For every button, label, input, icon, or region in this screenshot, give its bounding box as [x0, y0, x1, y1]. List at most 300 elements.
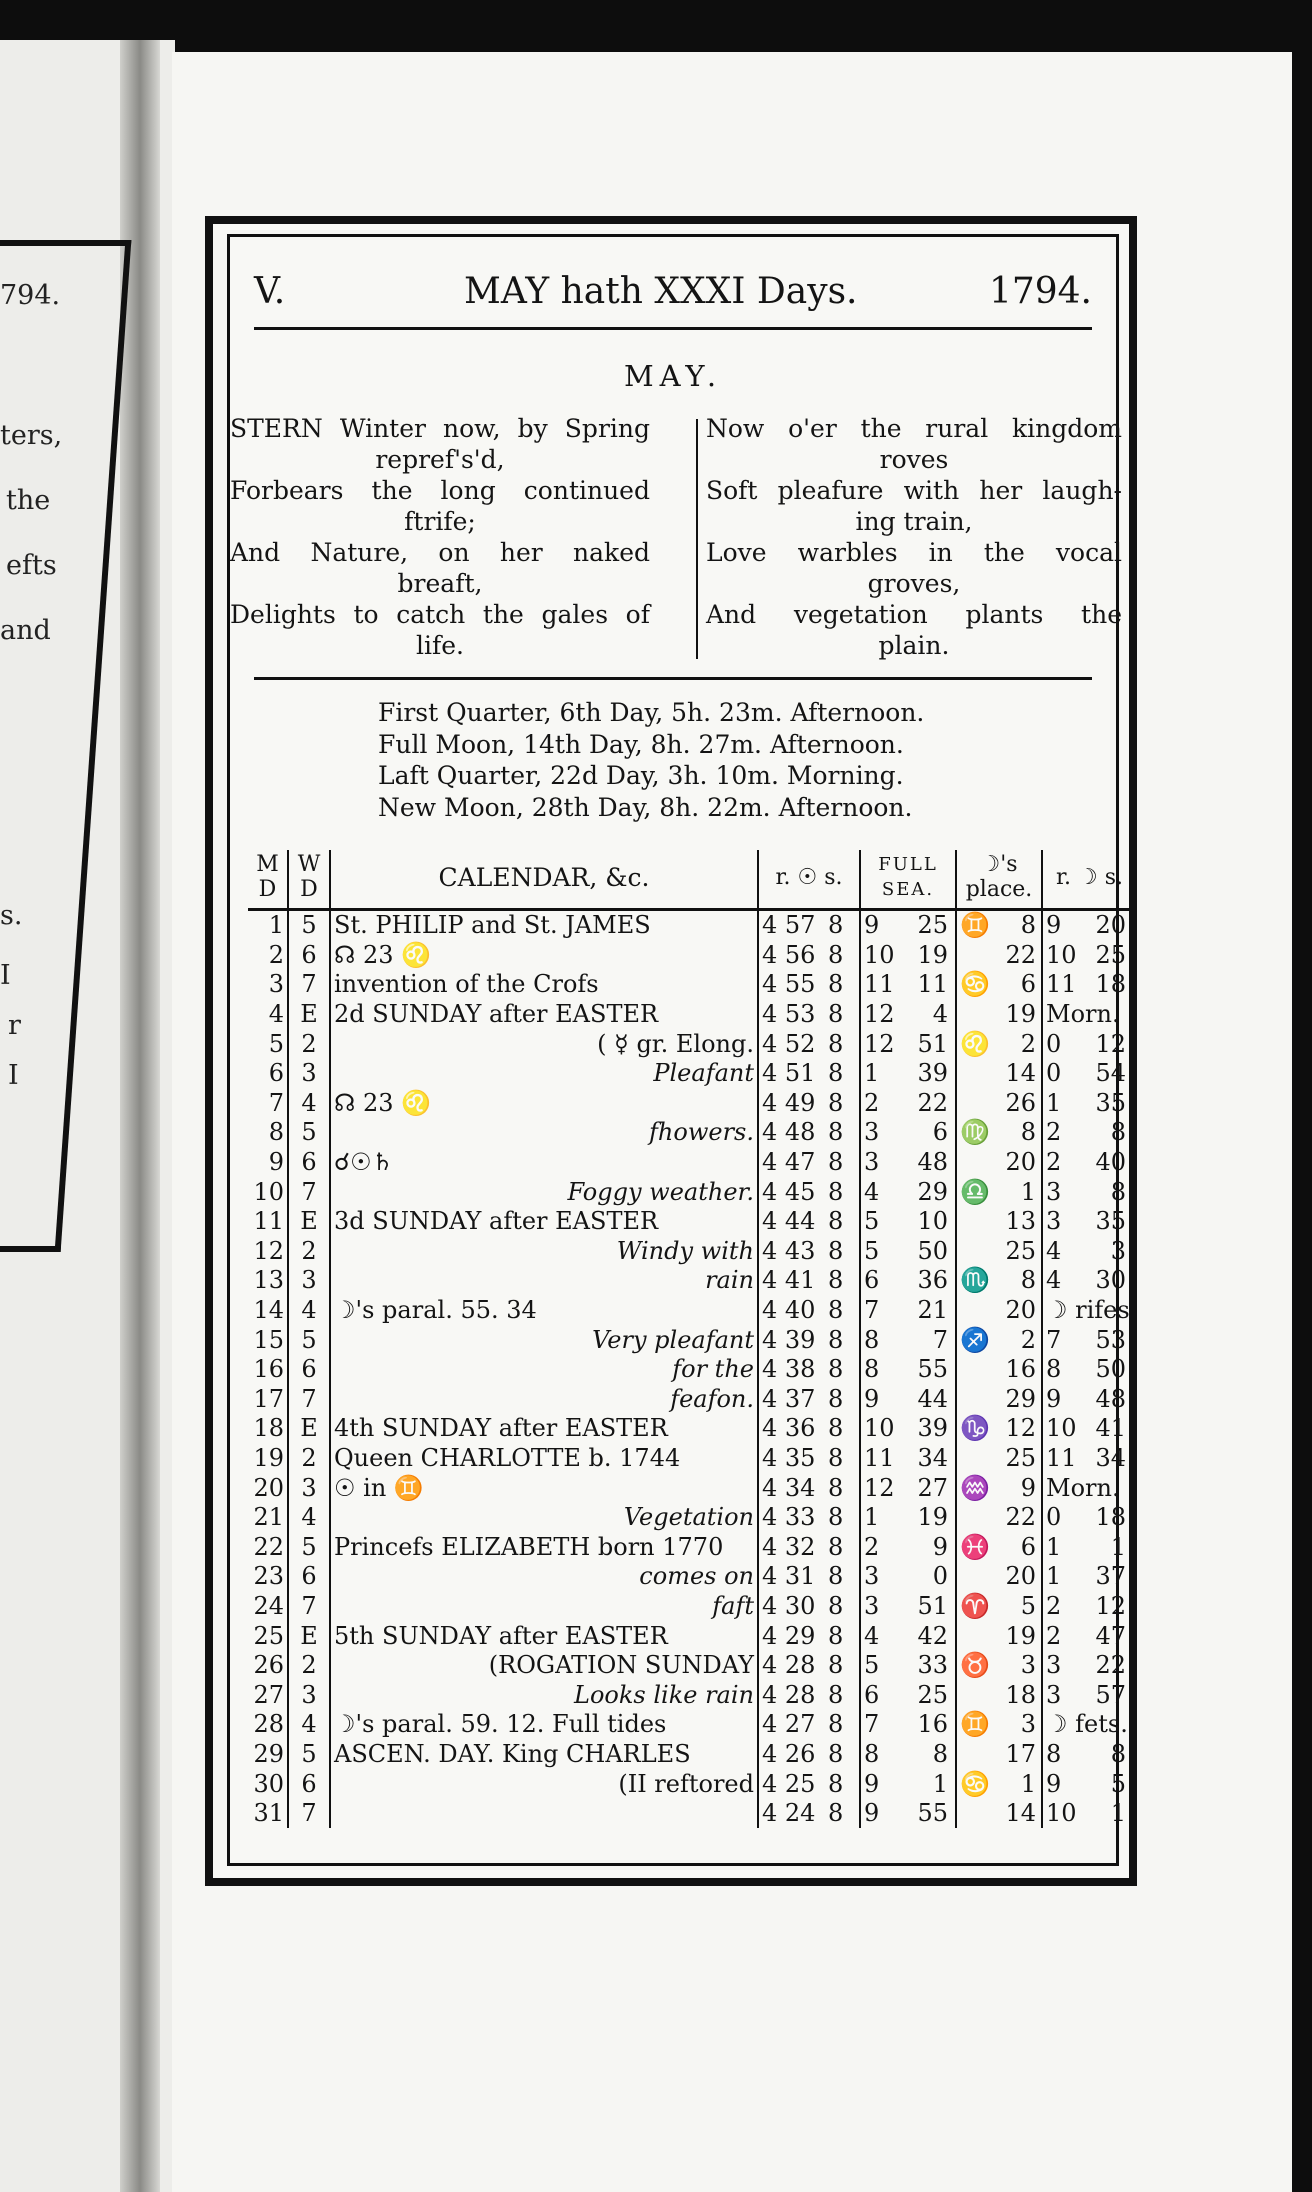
sun-rise-set — [758, 1296, 860, 1326]
moon-minute: 5 — [1110, 1769, 1126, 1798]
week-day: 4 — [288, 1710, 330, 1740]
calendar-entry: 5th SUNDAY after EASTER — [330, 1621, 758, 1651]
full-sea-minute: 8 — [932, 1739, 948, 1768]
sun-set: 8 — [828, 1562, 844, 1591]
table-row — [248, 1621, 1136, 1651]
week-day: 6 — [288, 1769, 330, 1799]
moon-hour: 11 — [1046, 1443, 1077, 1472]
full-sea — [860, 1444, 956, 1474]
poem-line: Now o'er the rural kingdom — [706, 414, 1122, 443]
poem-line: repref's'd, — [375, 445, 505, 474]
sun-rise-set — [758, 1414, 860, 1444]
table-row — [248, 1799, 1136, 1829]
moon-place — [956, 1355, 1042, 1385]
full-sea-minute: 19 — [917, 1503, 948, 1532]
moon-degree: 20 — [1005, 1562, 1036, 1591]
previous-page — [0, 40, 175, 2192]
full-sea-hour: 8 — [864, 1739, 880, 1768]
full-sea-minute: 6 — [932, 1118, 948, 1147]
month-day: 5 — [268, 1029, 284, 1058]
moon-rise-set-text: ☽ fets. — [1046, 1710, 1128, 1739]
previous-page-frame — [0, 240, 131, 1252]
moon-sign: ♋ — [960, 970, 990, 999]
moon-place — [956, 1414, 1042, 1444]
full-sea-minute: 55 — [917, 1799, 948, 1828]
sun-set: 8 — [828, 1591, 844, 1620]
sun-rise: 4 43 — [762, 1236, 816, 1265]
moon-place — [956, 1710, 1042, 1740]
full-sea-hour: 3 — [864, 1591, 880, 1620]
moon-minute: 18 — [1095, 1503, 1126, 1532]
sun-rise-set — [758, 1799, 860, 1829]
sun-rise: 4 28 — [762, 1680, 816, 1709]
sun-rise: 4 38 — [762, 1355, 816, 1384]
moon-minute: 8 — [1110, 1177, 1126, 1206]
week-day: 6 — [288, 1355, 330, 1385]
full-sea — [860, 1000, 956, 1030]
moon-degree: 1 — [1020, 1177, 1036, 1206]
moon-rise-set — [1042, 1592, 1136, 1622]
full-sea-minute: 29 — [917, 1177, 948, 1206]
month-day: 30 — [253, 1769, 284, 1798]
sun-rise-set — [758, 1562, 860, 1592]
moon-place — [956, 1651, 1042, 1681]
full-sea-hour: 7 — [864, 1710, 880, 1739]
full-sea — [860, 1473, 956, 1503]
sun-set: 8 — [828, 1384, 844, 1413]
calendar-entry: Windy with — [330, 1237, 758, 1267]
moon-degree: 25 — [1005, 1443, 1036, 1472]
table-row — [248, 1680, 1136, 1710]
poem-line: groves, — [867, 569, 961, 598]
moon-hour: 2 — [1046, 1591, 1062, 1620]
moon-sign: ♉ — [960, 1651, 990, 1680]
sun-set: 8 — [828, 1473, 844, 1502]
moon-sign: ♌ — [960, 1029, 990, 1058]
table-row — [248, 1385, 1136, 1415]
calendar-entry: Vegetation — [330, 1503, 758, 1533]
sun-set: 8 — [828, 1088, 844, 1117]
col-month-day: M D — [248, 850, 288, 910]
year: 1794. — [988, 271, 1092, 312]
calendar-entry: fhowers. — [330, 1118, 758, 1148]
full-sea-hour: 6 — [864, 1680, 880, 1709]
full-sea-minute: 7 — [932, 1325, 948, 1354]
sun-set: 8 — [828, 1000, 844, 1029]
full-sea-hour: 1 — [864, 1059, 880, 1088]
moon-rise-set — [1042, 1651, 1136, 1681]
sun-rise-set — [758, 1266, 860, 1296]
sun-rise: 4 52 — [762, 1029, 816, 1058]
week-day: 7 — [288, 1799, 330, 1829]
sun-rise-set — [758, 910, 860, 941]
sun-rise-set — [758, 1029, 860, 1059]
moon-degree: 2 — [1020, 1029, 1036, 1058]
full-sea-minute: 21 — [917, 1296, 948, 1325]
month-day: 6 — [268, 1059, 284, 1088]
sun-rise-set — [758, 970, 860, 1000]
moon-place — [956, 1089, 1042, 1119]
calendar-entry: 4th SUNDAY after EASTER — [330, 1414, 758, 1444]
sun-set: 8 — [828, 1177, 844, 1206]
moon-hour: 2 — [1046, 1621, 1062, 1650]
moon-hour: 8 — [1046, 1355, 1062, 1384]
moon-hour: 2 — [1046, 1148, 1062, 1177]
full-sea — [860, 1266, 956, 1296]
week-day: 5 — [288, 1118, 330, 1148]
moon-rise-set — [1042, 1503, 1136, 1533]
sun-rise-set — [758, 1473, 860, 1503]
sun-rise: 4 33 — [762, 1503, 816, 1532]
moon-degree: 20 — [1005, 1148, 1036, 1177]
table-row — [248, 1769, 1136, 1799]
calendar-entry: feafon. — [330, 1385, 758, 1415]
full-sea — [860, 910, 956, 941]
month-day: 10 — [253, 1177, 284, 1206]
col-moon-place: ☽'s place. — [956, 850, 1042, 910]
sun-rise: 4 48 — [762, 1118, 816, 1147]
moon-hour: 11 — [1046, 970, 1077, 999]
sun-set: 8 — [828, 1799, 844, 1828]
sun-rise: 4 39 — [762, 1325, 816, 1354]
week-day: 2 — [288, 1651, 330, 1681]
full-sea-hour: 5 — [864, 1236, 880, 1265]
sun-rise: 4 26 — [762, 1739, 816, 1768]
sun-rise: 4 28 — [762, 1651, 816, 1680]
moon-place — [956, 1385, 1042, 1415]
moon-sign: ♐ — [960, 1325, 990, 1354]
moon-minute: 22 — [1095, 1651, 1126, 1680]
calendar-entry: ☽'s paral. 55. 34 — [330, 1296, 758, 1326]
month-day: 3 — [268, 970, 284, 999]
calendar-entry: ☽'s paral. 59. 12. Full tides — [330, 1710, 758, 1740]
previous-page-text: I — [8, 1060, 19, 1091]
moon-rise-set — [1042, 1562, 1136, 1592]
month-day: 24 — [253, 1591, 284, 1620]
moon-place — [956, 1325, 1042, 1355]
moon-degree: 8 — [1020, 1266, 1036, 1295]
sun-rise: 4 35 — [762, 1443, 816, 1472]
moon-hour: 4 — [1046, 1236, 1062, 1265]
sun-rise: 4 44 — [762, 1207, 816, 1236]
month-day: 16 — [253, 1355, 284, 1384]
sun-rise: 4 51 — [762, 1059, 816, 1088]
table-row — [248, 1148, 1136, 1178]
moon-minute: 57 — [1095, 1680, 1126, 1709]
table-row — [248, 1740, 1136, 1770]
sun-rise-set — [758, 941, 860, 971]
table-row — [248, 1325, 1136, 1355]
calendar-entry: ☊ 23 ♌ — [330, 1089, 758, 1119]
moon-rise-set — [1042, 1296, 1136, 1326]
moon-rise-set — [1042, 1355, 1136, 1385]
moon-minute: 35 — [1095, 1207, 1126, 1236]
moon-rise-set — [1042, 1325, 1136, 1355]
table-row — [248, 1414, 1136, 1444]
full-sea-minute: 16 — [917, 1710, 948, 1739]
moon-rise-set — [1042, 1059, 1136, 1089]
moon-degree: 14 — [1005, 1799, 1036, 1828]
moon-sign: ♏ — [960, 1266, 990, 1295]
calendar-entry: 3d SUNDAY after EASTER — [330, 1207, 758, 1237]
week-day: E — [288, 1207, 330, 1237]
moon-hour: 0 — [1046, 1503, 1062, 1532]
table-row — [248, 941, 1136, 971]
month-title: MAY. — [623, 359, 723, 393]
moon-minute: 47 — [1095, 1621, 1126, 1650]
full-sea-hour: 10 — [864, 940, 895, 969]
moon-minute: 12 — [1095, 1029, 1126, 1058]
full-sea — [860, 1414, 956, 1444]
week-day: E — [288, 1414, 330, 1444]
week-day: 7 — [288, 970, 330, 1000]
calendar-entry: ☌☉♄ — [330, 1148, 758, 1178]
moon-place — [956, 970, 1042, 1000]
sun-rise-set — [758, 1118, 860, 1148]
moon-degree: 13 — [1005, 1207, 1036, 1236]
page-title: MAY hath XXXI Days. — [464, 271, 858, 312]
moon-minute: 25 — [1095, 940, 1126, 969]
page-header — [254, 271, 1092, 311]
full-sea-hour: 3 — [864, 1148, 880, 1177]
col-sun-rise-set: r. ☉ s. — [758, 850, 860, 910]
moon-rise-set — [1042, 1118, 1136, 1148]
week-day: 5 — [288, 910, 330, 941]
moon-rise-set — [1042, 1621, 1136, 1651]
moon-place — [956, 1562, 1042, 1592]
moon-degree: 6 — [1020, 1532, 1036, 1561]
calendar-entry: St. PHILIP and St. JAMES — [330, 910, 758, 941]
table-row — [248, 910, 1136, 941]
week-day: 2 — [288, 1237, 330, 1267]
sun-set: 8 — [828, 1236, 844, 1265]
week-day: 3 — [288, 1473, 330, 1503]
full-sea-hour: 2 — [864, 1088, 880, 1117]
sun-set: 8 — [828, 1710, 844, 1739]
poem-line: And Nature, on her naked — [230, 538, 650, 567]
full-sea-hour: 9 — [864, 911, 880, 940]
sun-rise: 4 55 — [762, 970, 816, 999]
week-day: 2 — [288, 1029, 330, 1059]
sun-set: 8 — [828, 1532, 844, 1561]
full-sea-hour: 4 — [864, 1177, 880, 1206]
sun-set: 8 — [828, 1266, 844, 1295]
month-day: 28 — [253, 1710, 284, 1739]
moon-rise-set — [1042, 1089, 1136, 1119]
sun-rise: 4 47 — [762, 1148, 816, 1177]
moon-minute: 18 — [1095, 970, 1126, 999]
moon-place — [956, 1799, 1042, 1829]
full-sea — [860, 1799, 956, 1829]
sun-rise-set — [758, 1710, 860, 1740]
moon-minute: 1 — [1110, 1799, 1126, 1828]
full-sea-hour: 10 — [864, 1414, 895, 1443]
moon-degree: 2 — [1020, 1325, 1036, 1354]
sun-rise-set — [758, 1621, 860, 1651]
col-calendar: CALENDAR, &c. — [330, 850, 758, 910]
moon-place — [956, 1296, 1042, 1326]
sun-set: 8 — [828, 1296, 844, 1325]
full-sea-hour: 7 — [864, 1296, 880, 1325]
full-sea-minute: 39 — [917, 1414, 948, 1443]
col-full-sea: FULL SEA. — [860, 850, 956, 910]
sun-set: 8 — [828, 1443, 844, 1472]
moon-sign: ♈ — [960, 1591, 990, 1620]
sun-rise: 4 41 — [762, 1266, 816, 1295]
col-moon-rise-set: r. ☽ s. — [1042, 850, 1136, 910]
moon-hour: 10 — [1046, 1799, 1077, 1828]
full-sea-minute: 55 — [917, 1355, 948, 1384]
week-day: 3 — [288, 1266, 330, 1296]
full-sea — [860, 1740, 956, 1770]
month-day: 7 — [268, 1088, 284, 1117]
moon-rise-set — [1042, 1207, 1136, 1237]
moon-sign: ♑ — [960, 1414, 990, 1443]
moon-degree: 17 — [1005, 1739, 1036, 1768]
moon-minute: 8 — [1110, 1739, 1126, 1768]
sun-rise: 4 34 — [762, 1473, 816, 1502]
moon-rise-set — [1042, 910, 1136, 941]
moon-rise-set — [1042, 1710, 1136, 1740]
moon-rise-set — [1042, 1385, 1136, 1415]
moon-degree: 12 — [1005, 1414, 1036, 1443]
moon-minute: 48 — [1095, 1384, 1126, 1413]
sun-rise: 4 57 — [762, 911, 816, 940]
full-sea-hour: 8 — [864, 1355, 880, 1384]
table-header-row — [248, 850, 1136, 910]
full-sea-minute: 51 — [917, 1591, 948, 1620]
previous-page-text: I — [0, 960, 11, 991]
sun-set: 8 — [828, 940, 844, 969]
full-sea — [860, 1680, 956, 1710]
full-sea — [860, 941, 956, 971]
previous-page-text: the — [6, 485, 51, 516]
sun-set: 8 — [828, 1414, 844, 1443]
full-sea — [860, 1029, 956, 1059]
month-number: V. — [254, 271, 286, 312]
previous-page-text: efts — [6, 550, 57, 581]
month-day: 2 — [268, 940, 284, 969]
moon-degree: 18 — [1005, 1680, 1036, 1709]
sun-rise-set — [758, 1385, 860, 1415]
week-day: 4 — [288, 1089, 330, 1119]
table-row — [248, 1444, 1136, 1474]
sun-rise: 4 36 — [762, 1414, 816, 1443]
table-row — [248, 1651, 1136, 1681]
moon-place — [956, 1029, 1042, 1059]
month-day: 8 — [268, 1118, 284, 1147]
moon-degree: 9 — [1020, 1473, 1036, 1502]
sun-rise-set — [758, 1177, 860, 1207]
moon-place — [956, 1592, 1042, 1622]
week-day: 5 — [288, 1740, 330, 1770]
moon-sign: ♋ — [960, 1769, 990, 1798]
table-row — [248, 1089, 1136, 1119]
calendar-entry: (ROGATION SUNDAY — [330, 1651, 758, 1681]
sun-rise: 4 25 — [762, 1769, 816, 1798]
week-day: 4 — [288, 1503, 330, 1533]
table-row — [248, 1000, 1136, 1030]
sun-set: 8 — [828, 1325, 844, 1354]
moon-hour: 3 — [1046, 1651, 1062, 1680]
full-sea-minute: 39 — [917, 1059, 948, 1088]
full-sea-hour: 5 — [864, 1651, 880, 1680]
week-day: E — [288, 1621, 330, 1651]
full-sea-minute: 48 — [917, 1148, 948, 1177]
sun-rise-set — [758, 1355, 860, 1385]
month-day: 27 — [253, 1680, 284, 1709]
calendar-entry: Princefs ELIZABETH born 1770 — [330, 1532, 758, 1562]
calendar-entry: Looks like rain — [330, 1680, 758, 1710]
full-sea-minute: 42 — [917, 1621, 948, 1650]
moon-minute: 1 — [1110, 1532, 1126, 1561]
full-sea-minute: 34 — [917, 1443, 948, 1472]
moon-place — [956, 1118, 1042, 1148]
moon-degree: 5 — [1020, 1591, 1036, 1620]
moon-phase-line: Full Moon, 14th Day, 8h. 27m. Afternoon. — [378, 729, 904, 759]
calendar-entry: Pleafant — [330, 1059, 758, 1089]
moon-sign: ♒ — [960, 1473, 990, 1502]
moon-minute: 54 — [1095, 1059, 1126, 1088]
moon-degree: 19 — [1005, 1000, 1036, 1029]
month-day: 9 — [268, 1148, 284, 1177]
moon-place — [956, 1769, 1042, 1799]
month-day: 11 — [253, 1207, 284, 1236]
full-sea — [860, 1562, 956, 1592]
moon-hour: 7 — [1046, 1325, 1062, 1354]
month-day: 15 — [253, 1325, 284, 1354]
month-day: 21 — [253, 1503, 284, 1532]
sun-rise-set — [758, 1089, 860, 1119]
moon-place — [956, 1444, 1042, 1474]
full-sea — [860, 1237, 956, 1267]
calendar-entry: rain — [330, 1266, 758, 1296]
poem-rule — [254, 677, 1092, 680]
sun-rise: 4 56 — [762, 940, 816, 969]
calendar-entry: 2d SUNDAY after EASTER — [330, 1000, 758, 1030]
moon-place — [956, 1532, 1042, 1562]
table-row — [248, 1266, 1136, 1296]
moon-hour: 9 — [1046, 1769, 1062, 1798]
sun-rise-set — [758, 1207, 860, 1237]
moon-hour: 10 — [1046, 1414, 1077, 1443]
moon-rise-set — [1042, 1266, 1136, 1296]
moon-place — [956, 941, 1042, 971]
moon-degree: 3 — [1020, 1710, 1036, 1739]
month-day: 31 — [253, 1799, 284, 1828]
moon-hour: 1 — [1046, 1088, 1062, 1117]
full-sea — [860, 1059, 956, 1089]
full-sea — [860, 1207, 956, 1237]
full-sea — [860, 1532, 956, 1562]
week-day: E — [288, 1000, 330, 1030]
moon-degree: 19 — [1005, 1621, 1036, 1650]
sun-set: 8 — [828, 1621, 844, 1650]
sun-set: 8 — [828, 1503, 844, 1532]
table-row — [248, 1532, 1136, 1562]
calendar-entry: comes on — [330, 1562, 758, 1592]
calendar-entry: for the — [330, 1355, 758, 1385]
full-sea-minute: 11 — [917, 970, 948, 999]
poem-line: breaft, — [397, 569, 483, 598]
sun-rise: 4 29 — [762, 1621, 816, 1650]
sun-rise: 4 40 — [762, 1296, 816, 1325]
poem-line: life. — [416, 631, 464, 660]
full-sea-hour: 2 — [864, 1532, 880, 1561]
full-sea — [860, 970, 956, 1000]
week-day: 7 — [288, 1592, 330, 1622]
calendar-entry — [330, 1799, 758, 1829]
